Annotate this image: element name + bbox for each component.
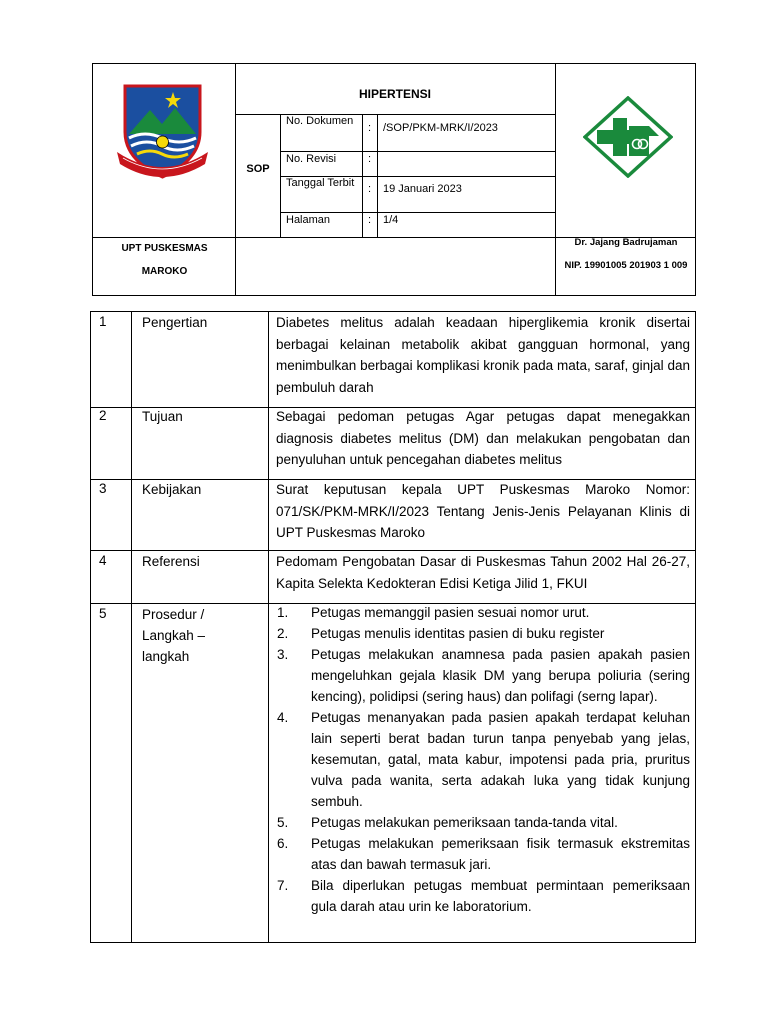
- step-number: 2.: [277, 626, 289, 641]
- step-number: 3.: [277, 647, 289, 662]
- page-colon: :: [368, 214, 372, 226]
- section-content-kebijakan: Surat keputusan kepala UPT Puskesmas Maroko Nomor: 071/SK/PKM-MRK/I/2023 Tentang Jenis-Jenis Pelayanan Klinis di UPT Puskesmas Maroko: [276, 482, 690, 540]
- signer-name: Dr. Jajang Badrujaman: [574, 237, 678, 248]
- row-number: 5: [99, 606, 107, 621]
- procedure-step: [271, 623, 690, 644]
- regency-coat-of-arms-icon: [115, 82, 210, 187]
- step-number: 7.: [277, 878, 289, 893]
- row-number: 2: [99, 408, 107, 423]
- revision-colon: :: [368, 153, 372, 165]
- org-name-line2: MAROKO: [141, 266, 188, 277]
- step-text: Petugas menulis identitas pasien di buku register: [311, 626, 605, 641]
- procedure-step: [271, 833, 690, 875]
- doc-number-label: No. Dokumen: [286, 115, 354, 127]
- issue-date-label: Tanggal Terbit: [286, 177, 355, 189]
- step-text: Petugas menanyakan pada pasien apakah terdapat keluhan lain seperti berat badan turun tanpa penyebab yang jelas, kesemutan, gatal, mata kabur, impotensi pada pria, pruritus vulva pada wanita, serta adakah luka yang tidak kunjung sembuh.: [311, 710, 690, 809]
- page-label: Halaman: [286, 214, 331, 226]
- row-number: 1: [99, 314, 107, 329]
- doc-number-colon: :: [368, 122, 372, 134]
- section-title-tujuan: Tujuan: [142, 409, 183, 424]
- header-divider: [235, 114, 555, 115]
- step-number: 5.: [277, 815, 289, 830]
- section-content-referensi: Pedomam Pengobatan Dasar di Puskesmas Tahun 2002 Hal 26-27, Kapita Selekta Kedokteran Edisi Ketiga Jilid 1, FKUI: [276, 554, 690, 591]
- procedure-step: [271, 875, 690, 917]
- step-number: 6.: [277, 836, 289, 851]
- header-divider: [280, 151, 555, 152]
- row-number: 3: [99, 481, 107, 496]
- document-title: HIPERTENSI: [358, 87, 431, 101]
- puskesmas-cross-logo-icon: [583, 96, 673, 178]
- section-content-pengertian: Diabetes melitus adalah keadaan hiperglikemia kronik disertai berbagai kelainan metabolik akibat gangguan hormonal, yang menimbulkan berbagai komplikasi kronik pada mata, saraf, ginjal dan pembuluh darah: [276, 315, 690, 395]
- sop-label: SOP: [246, 163, 270, 175]
- procedure-step: [271, 644, 690, 707]
- org-name-line1: UPT PUSKESMAS: [121, 243, 208, 254]
- step-number: 4.: [277, 710, 289, 725]
- section-title-referensi: Referensi: [142, 554, 200, 569]
- row-number: 4: [99, 553, 107, 568]
- header-divider: [280, 212, 555, 213]
- sop-content-table: [90, 311, 696, 943]
- doc-number-value: /SOP/PKM-MRK/I/2023: [383, 122, 498, 134]
- page-value: 1/4: [383, 214, 399, 226]
- step-text: Petugas melakukan pemeriksaan fisik termasuk ekstremitas atas dan bawah termasuk jari.: [311, 836, 690, 872]
- issue-date-value: 19 Januari 2023: [383, 183, 462, 195]
- section-title-pengertian: Pengertian: [142, 315, 208, 330]
- procedure-step: [271, 707, 690, 812]
- step-text: Bila diperlukan petugas membuat permintaan pemeriksaan gula darah atau urin ke laboratorium.: [311, 878, 690, 914]
- issue-date-colon: :: [368, 183, 372, 195]
- revision-label: No. Revisi: [286, 153, 337, 165]
- step-text: Petugas memanggil pasien sesuai nomor urut.: [311, 605, 590, 620]
- section-content-tujuan: Sebagai pedoman petugas Agar petugas dapat menegakkan diagnosis diabetes melitus (DM) dan melakukan pengobatan dan penyuluhan untuk pencegahan diabetes melitus: [276, 409, 690, 467]
- section-title-prosedur: Prosedur / Langkah – langkah: [142, 607, 206, 664]
- procedure-step: [271, 602, 690, 623]
- step-text: Petugas melakukan anamnesa pada pasien apakah pasien mengeluhkan gejala klasik DM yang berupa poliuria (sering kencing), polidipsi (sering haus) dan polifagi (serng lapar).: [311, 647, 690, 704]
- sop-header-table: [92, 63, 696, 296]
- section-title-kebijakan: Kebijakan: [142, 482, 202, 497]
- procedure-list: [271, 602, 690, 917]
- step-text: Petugas melakukan pemeriksaan tanda-tanda vital.: [311, 815, 618, 830]
- procedure-step: [271, 812, 690, 833]
- signer-nip: NIP. 19901005 201903 1 009: [564, 260, 688, 271]
- step-number: 1.: [277, 605, 289, 620]
